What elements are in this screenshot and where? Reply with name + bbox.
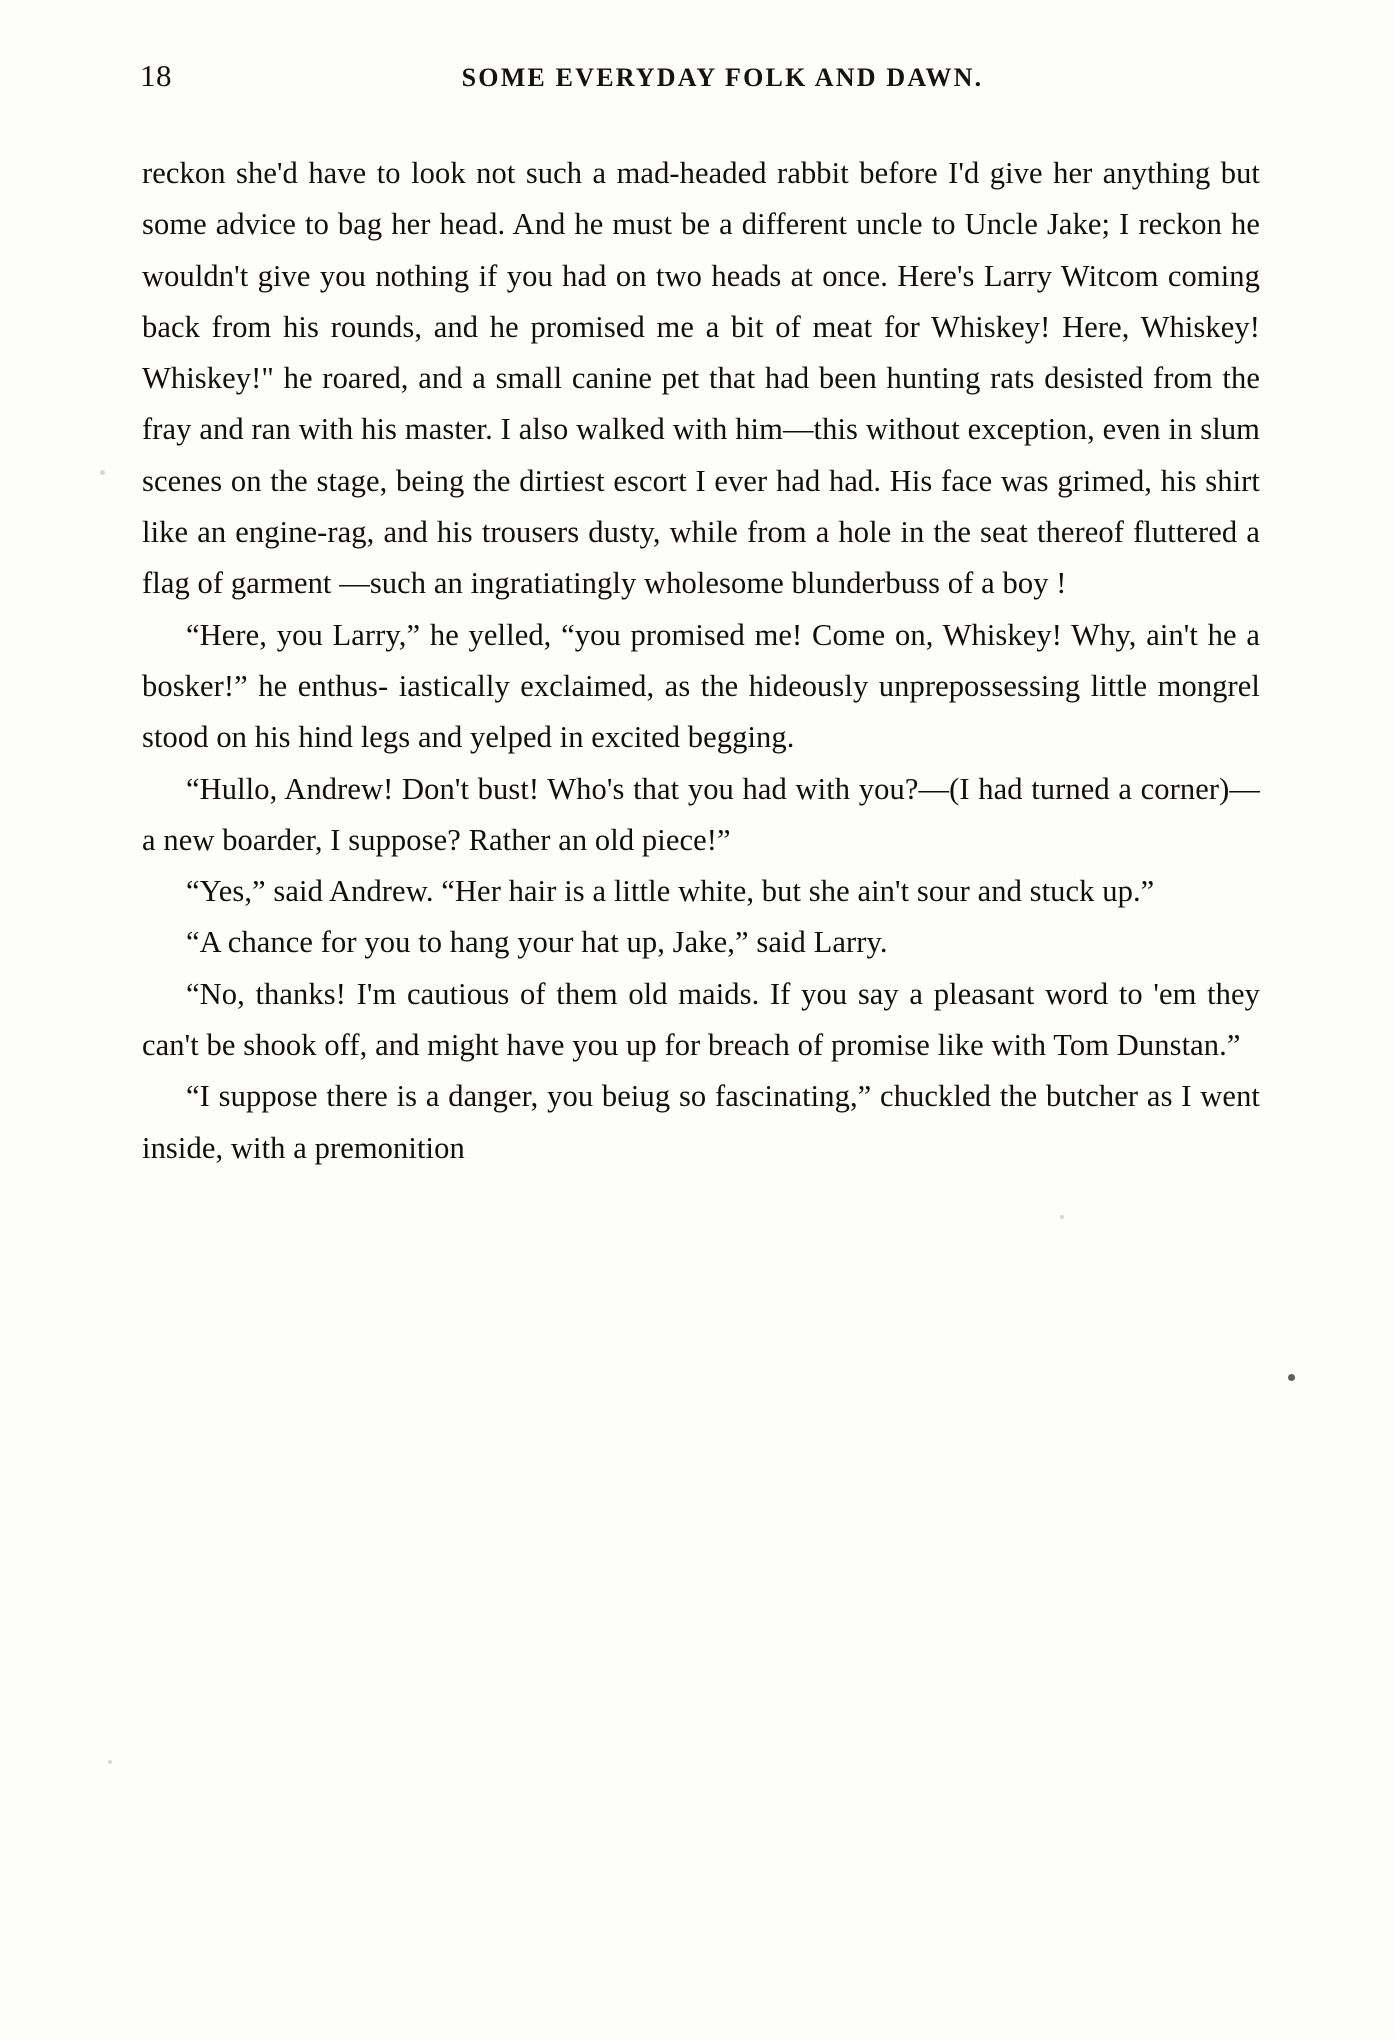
margin-speck: [1288, 1374, 1295, 1381]
page-header: [140, 58, 1255, 98]
page-body: [142, 148, 1260, 1174]
paragraph: “Here, you Larry,” he yelled, “you promised me! Come on, Whiskey! Why, ain't he a bosker!” he enthus- iastically exclaimed, as the hideously unprepossessing little mongrel stood on his hind legs and yelped in excited begging.: [142, 617, 1260, 755]
running-head: SOME EVERYDAY FOLK AND DAWN.: [461, 63, 984, 92]
paper-speck: [100, 470, 105, 475]
paragraph: reckon she'd have to look not such a mad-headed rabbit before I'd give her anything but some advice to bag her head. And he must be a different uncle to Uncle Jake; I reckon he wouldn't give you nothing if you had on two heads at once. Here's Larry Witcom coming back from his rounds, and he promised me a bit of meat for Whiskey! Here, Whiskey! Whiskey!" he roared, and a small canine pet that had been hunting rats desisted from the fray and ran with his master. I also walked with him—this without exception, even in slum scenes on the stage, being the dirtiest escort I ever had had. His face was grimed, his shirt like an engine-rag, and his trousers dusty, while from a hole in the seat thereof fluttered a flag of garment —such an ingratiatingly wholesome blunderbuss of a boy !: [142, 156, 1260, 601]
paragraph: “Hullo, Andrew! Don't bust! Who's that you had with you?—(I had turned a corner)—a new boarder, I suppose? Rather an old piece!”: [142, 771, 1260, 857]
paper-speck: [108, 1760, 112, 1764]
paragraph: “A chance for you to hang your hat up, Jake,” said Larry.: [186, 925, 888, 960]
paper-speck: [1060, 1215, 1064, 1219]
paragraph: “Yes,” said Andrew. “Her hair is a little white, but she ain't sour and stuck up.”: [186, 874, 1155, 909]
paragraph: “I suppose there is a danger, you beiug so fascinating,” chuckled the butcher as I went inside, with a premonition: [142, 1079, 1260, 1165]
paragraph: “No, thanks! I'm cautious of them old maids. If you say a pleasant word to 'em they can't be shook off, and might have you up for breach of promise like with Tom Dunstan.”: [142, 976, 1260, 1063]
page-number: 18: [140, 58, 172, 93]
